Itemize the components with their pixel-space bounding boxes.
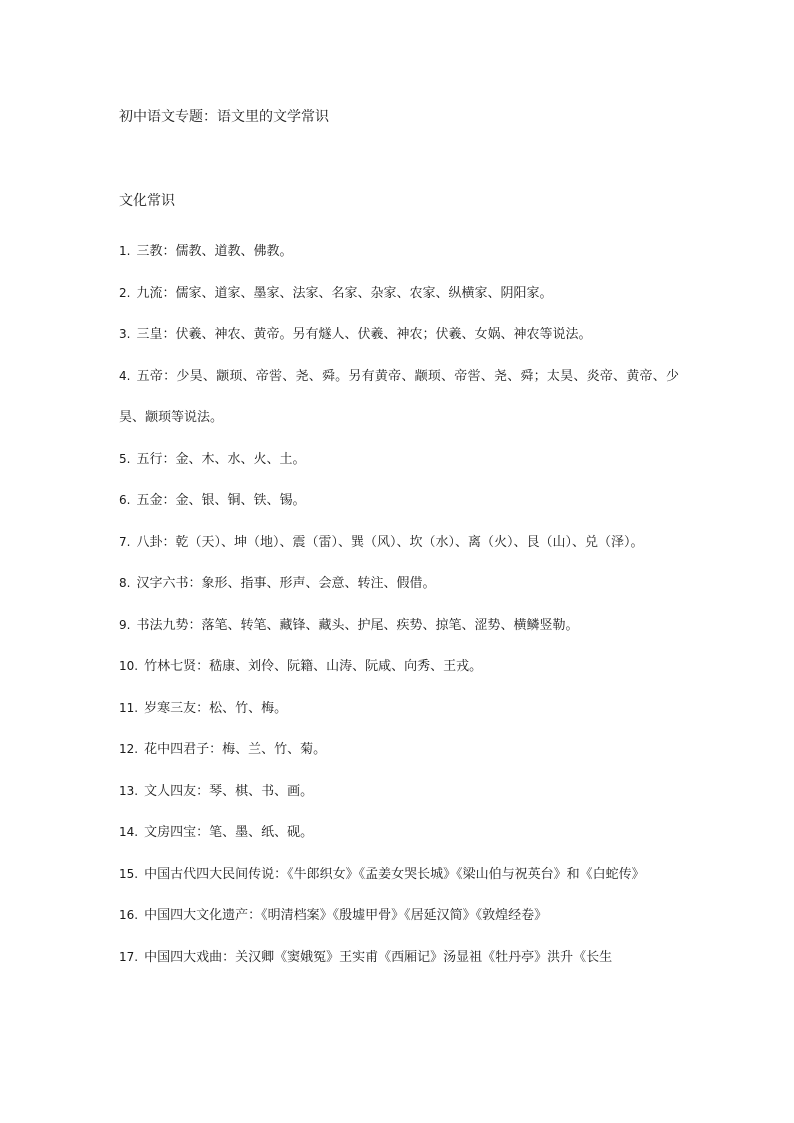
item-text: 竹林七贤：嵇康、刘伶、阮籍、山涛、阮咸、向秀、王戎。 — [144, 659, 483, 674]
list-item — [119, 231, 679, 273]
list-item — [119, 605, 679, 647]
item-number: 7. — [119, 534, 131, 549]
list-item — [119, 895, 679, 937]
item-text: 岁寒三友：松、竹、梅。 — [144, 700, 288, 716]
item-number: 11. — [119, 700, 139, 715]
item-text: 中国四大戏曲：关汉卿《窦娥冤》王实甫《西厢记》汤显祖《牡丹亭》洪升《长生 — [144, 949, 613, 965]
item-text: 中国四大文化遗产：《明清档案》《殷墟甲骨》《居延汉简》《敦煌经卷》 — [144, 908, 548, 923]
list-item — [119, 522, 679, 564]
list-item — [119, 646, 679, 688]
list-item — [119, 937, 679, 979]
item-number: 16. — [119, 908, 139, 922]
item-text: 文人四友：琴、棋、书、画。 — [144, 783, 314, 799]
item-text: 三皇：伏羲、神农、黄帝。另有燧人、伏羲、神农；伏羲、女娲、神农等说法。 — [136, 327, 592, 342]
list-item — [119, 771, 679, 813]
document-title: 初中语文专题：语文里的文学常识 — [119, 109, 329, 125]
list-item — [119, 273, 679, 315]
item-number: 2. — [119, 285, 131, 300]
list-item — [119, 729, 679, 771]
item-number: 12. — [119, 742, 139, 756]
item-text: 汉字六书：象形、指事、形声、会意、转注、假借。 — [136, 576, 436, 591]
list-item — [119, 688, 679, 730]
knowledge-list — [119, 231, 679, 978]
item-number: 9. — [119, 617, 131, 632]
list-item — [119, 439, 679, 481]
list-item — [119, 854, 679, 896]
item-text: 五行：金、木、水、火、土。 — [136, 451, 306, 467]
item-number: 14. — [119, 825, 139, 839]
list-item — [119, 563, 679, 605]
section-heading: 文化常识 — [119, 193, 175, 209]
item-text: 五金：金、银、铜、铁、锡。 — [136, 493, 306, 508]
item-text: 九流：儒家、道家、墨家、法家、名家、杂家、农家、纵横家、阴阳家。 — [136, 285, 553, 301]
item-text: 花中四君子：梅、兰、竹、菊。 — [144, 742, 327, 757]
item-text: 三教：儒教、道教、佛教。 — [136, 244, 293, 259]
item-number: 13. — [119, 783, 139, 798]
item-number: 5. — [119, 451, 131, 466]
item-text: 五帝：少昊、颛顼、帝喾、尧、舜。另有黄帝、颛顼、帝喾、尧、舜；太昊、炎帝、黄帝、少昊、颛顼等说法。 — [119, 368, 679, 425]
list-item — [119, 314, 679, 356]
item-text: 文房四宝：笔、墨、纸、砚。 — [144, 825, 314, 840]
list-item — [119, 480, 679, 522]
list-item — [119, 812, 679, 854]
item-number: 3. — [119, 327, 131, 341]
item-text: 八卦：乾（天）、坤（地）、震（雷）、巽（风）、坎（水）、离（火）、艮（山）、兑（泽）。 — [136, 534, 644, 550]
item-number: 6. — [119, 493, 131, 507]
item-text: 书法九势：落笔、转笔、藏锋、藏头、护尾、疾势、掠笔、涩势、横鳞竖勒。 — [136, 617, 579, 633]
item-number: 1. — [119, 244, 131, 258]
list-item — [119, 356, 679, 439]
item-number: 17. — [119, 949, 139, 964]
item-number: 10. — [119, 659, 139, 673]
item-text: 中国古代四大民间传说：《牛郎织女》《孟姜女哭长城》《梁山伯与祝英台》和《白蛇传》 — [144, 866, 645, 882]
item-number: 4. — [119, 368, 131, 383]
item-number: 8. — [119, 576, 131, 590]
item-number: 15. — [119, 866, 139, 881]
